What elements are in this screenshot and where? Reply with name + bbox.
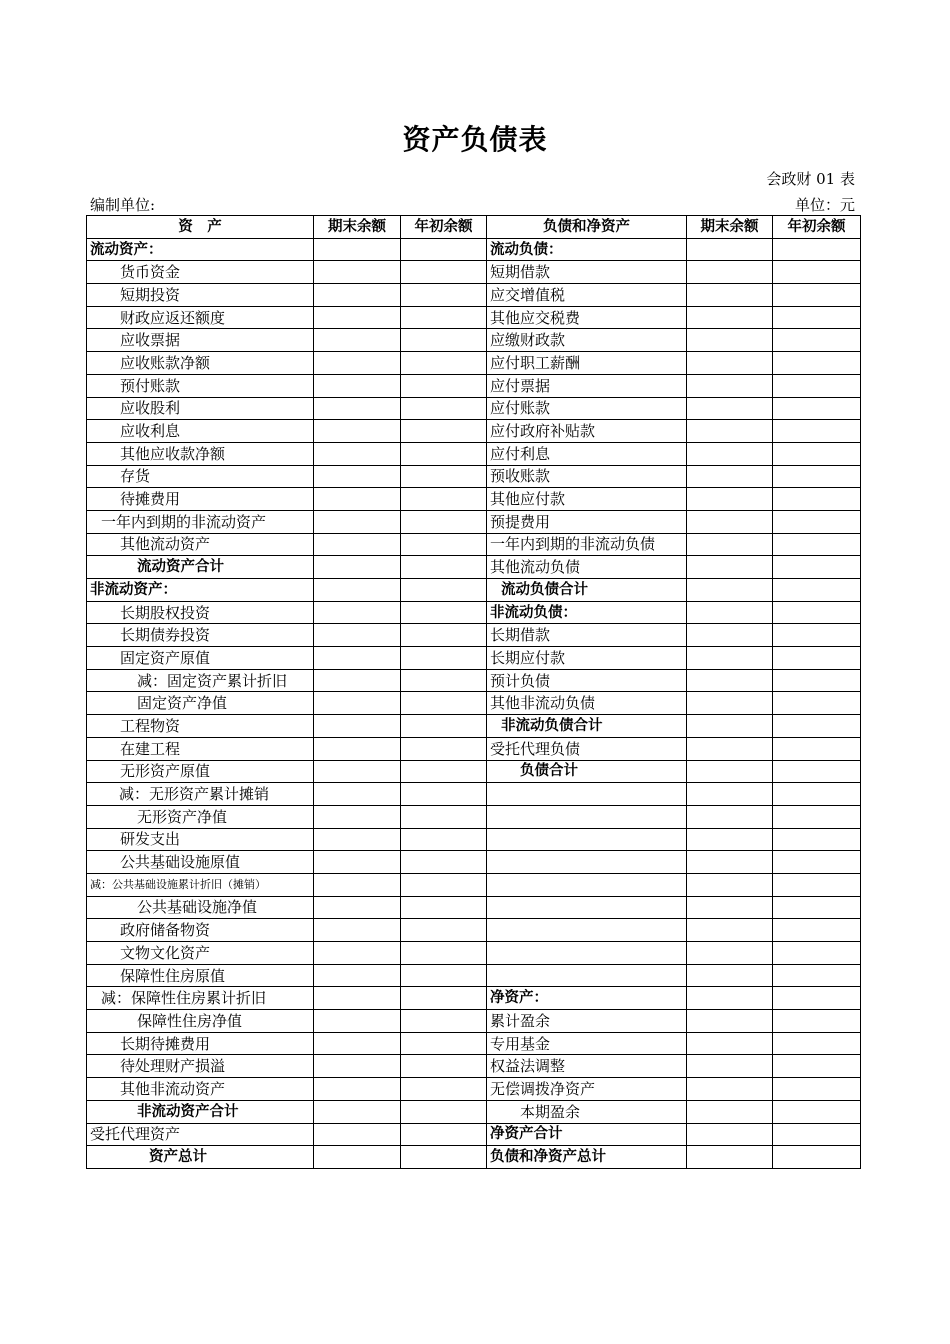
liability-item: 预计负债 (487, 669, 687, 692)
liability-item: 应付政府补贴款 (487, 420, 687, 443)
asset-item: 预付账款 (87, 374, 314, 397)
asset-begin-balance-cell (401, 783, 487, 806)
table-row (87, 942, 861, 965)
table-row (87, 442, 861, 465)
liability-item: 应付账款 (487, 397, 687, 420)
asset-end-balance-cell (314, 420, 401, 443)
liability-end-balance-cell (687, 942, 773, 965)
table-row (87, 964, 861, 987)
header-liabilities: 负债和净资产 (487, 216, 687, 239)
asset-end-balance-cell (314, 805, 401, 828)
liability-item: 专用基金 (487, 1032, 687, 1055)
asset-item: 固定资产净值 (87, 692, 314, 715)
liability-end-balance-cell (687, 715, 773, 738)
asset-end-balance-cell (314, 647, 401, 670)
table-row (87, 1010, 861, 1033)
asset-begin-balance-cell (401, 1100, 487, 1123)
liability-end-balance-cell (687, 488, 773, 511)
header-assets: 资 产 (87, 216, 314, 239)
table-row (87, 556, 861, 579)
liability-begin-balance-cell (773, 737, 861, 760)
asset-begin-balance-cell (401, 1146, 487, 1169)
liability-end-balance-cell (687, 352, 773, 375)
asset-end-balance-cell (314, 783, 401, 806)
table-row (87, 715, 861, 738)
liability-end-balance-cell (687, 1123, 773, 1146)
asset-item: 应收票据 (87, 329, 314, 352)
liability-item (487, 851, 687, 874)
table-row (87, 352, 861, 375)
liability-item (487, 964, 687, 987)
asset-end-balance-cell (314, 261, 401, 284)
liability-item: 累计盈余 (487, 1010, 687, 1033)
asset-begin-balance-cell (401, 284, 487, 307)
liability-begin-balance-cell (773, 374, 861, 397)
liability-begin-balance-cell (773, 420, 861, 443)
asset-begin-balance-cell (401, 737, 487, 760)
liability-begin-balance-cell (773, 760, 861, 783)
table-row (87, 647, 861, 670)
liability-item: 净资产合计 (487, 1123, 687, 1146)
liability-item: 流动负债： (487, 238, 687, 261)
liability-begin-balance-cell (773, 828, 861, 851)
asset-item: 流动资产： (87, 238, 314, 261)
asset-begin-balance-cell (401, 306, 487, 329)
table-row (87, 624, 861, 647)
liability-begin-balance-cell (773, 556, 861, 579)
liability-begin-balance-cell (773, 692, 861, 715)
balance-sheet-table (86, 215, 861, 1169)
liability-begin-balance-cell (773, 715, 861, 738)
liability-begin-balance-cell (773, 987, 861, 1010)
asset-end-balance-cell (314, 306, 401, 329)
currency-unit: 单位：元 (794, 196, 855, 214)
asset-item: 其他应收款净额 (87, 442, 314, 465)
asset-end-balance-cell (314, 238, 401, 261)
header-assets-begin-balance: 年初余额 (401, 216, 487, 239)
header-liabilities-begin-balance: 年初余额 (773, 216, 861, 239)
liability-item: 流动负债合计 (487, 579, 687, 602)
liability-begin-balance-cell (773, 442, 861, 465)
table-row (87, 601, 861, 624)
asset-begin-balance-cell (401, 942, 487, 965)
liability-end-balance-cell (687, 238, 773, 261)
liability-item: 净资产： (487, 987, 687, 1010)
header-liabilities-end-balance: 期末余额 (687, 216, 773, 239)
table-row (87, 1078, 861, 1101)
liability-begin-balance-cell (773, 1146, 861, 1169)
asset-end-balance-cell (314, 919, 401, 942)
liability-end-balance-cell (687, 647, 773, 670)
asset-end-balance-cell (314, 488, 401, 511)
liability-end-balance-cell (687, 692, 773, 715)
asset-item: 减：无形资产累计摊销 (87, 783, 314, 806)
asset-begin-balance-cell (401, 669, 487, 692)
liability-item: 负债和净资产总计 (487, 1146, 687, 1169)
asset-end-balance-cell (314, 510, 401, 533)
liability-begin-balance-cell (773, 579, 861, 602)
liability-item: 长期应付款 (487, 647, 687, 670)
asset-item: 政府储备物资 (87, 919, 314, 942)
liability-item (487, 783, 687, 806)
liability-begin-balance-cell (773, 601, 861, 624)
liability-end-balance-cell (687, 964, 773, 987)
liability-end-balance-cell (687, 737, 773, 760)
liability-item: 非流动负债合计 (487, 715, 687, 738)
asset-end-balance-cell (314, 1032, 401, 1055)
liability-end-balance-cell (687, 465, 773, 488)
asset-item: 保障性住房原值 (87, 964, 314, 987)
asset-begin-balance-cell (401, 442, 487, 465)
asset-begin-balance-cell (401, 329, 487, 352)
asset-end-balance-cell (314, 715, 401, 738)
liability-item: 应付票据 (487, 374, 687, 397)
asset-end-balance-cell (314, 760, 401, 783)
asset-item: 非流动资产合计 (87, 1100, 314, 1123)
asset-begin-balance-cell (401, 510, 487, 533)
liability-item: 本期盈余 (487, 1100, 687, 1123)
liability-begin-balance-cell (773, 647, 861, 670)
liability-end-balance-cell (687, 919, 773, 942)
liability-end-balance-cell (687, 828, 773, 851)
asset-end-balance-cell (314, 964, 401, 987)
liability-item (487, 919, 687, 942)
table-row (87, 1032, 861, 1055)
page-title: 资产负债表 (402, 123, 548, 156)
asset-end-balance-cell (314, 873, 401, 896)
asset-begin-balance-cell (401, 873, 487, 896)
asset-begin-balance-cell (401, 760, 487, 783)
asset-begin-balance-cell (401, 533, 487, 556)
asset-begin-balance-cell (401, 987, 487, 1010)
preparing-unit-label: 编制单位: (90, 196, 156, 214)
liability-begin-balance-cell (773, 1100, 861, 1123)
table-row (87, 851, 861, 874)
table-row (87, 805, 861, 828)
liability-begin-balance-cell (773, 284, 861, 307)
table-row (87, 919, 861, 942)
liability-item: 应缴财政款 (487, 329, 687, 352)
asset-item: 公共基础设施原值 (87, 851, 314, 874)
asset-begin-balance-cell (401, 1055, 487, 1078)
asset-item: 减：保障性住房累计折旧 (87, 987, 314, 1010)
asset-end-balance-cell (314, 352, 401, 375)
liability-end-balance-cell (687, 556, 773, 579)
asset-item: 保障性住房净值 (87, 1010, 314, 1033)
asset-begin-balance-cell (401, 397, 487, 420)
asset-begin-balance-cell (401, 1032, 487, 1055)
asset-item: 无形资产原值 (87, 760, 314, 783)
table-row (87, 760, 861, 783)
table-row (87, 669, 861, 692)
asset-begin-balance-cell (401, 964, 487, 987)
liability-item (487, 942, 687, 965)
liability-begin-balance-cell (773, 1055, 861, 1078)
asset-end-balance-cell (314, 329, 401, 352)
liability-item: 一年内到期的非流动负债 (487, 533, 687, 556)
asset-end-balance-cell (314, 669, 401, 692)
liability-begin-balance-cell (773, 873, 861, 896)
liability-begin-balance-cell (773, 624, 861, 647)
liability-begin-balance-cell (773, 783, 861, 806)
asset-item: 待摊费用 (87, 488, 314, 511)
asset-end-balance-cell (314, 942, 401, 965)
asset-begin-balance-cell (401, 1078, 487, 1101)
liability-end-balance-cell (687, 261, 773, 284)
asset-item: 长期债券投资 (87, 624, 314, 647)
liability-begin-balance-cell (773, 306, 861, 329)
asset-end-balance-cell (314, 442, 401, 465)
asset-item: 应收利息 (87, 420, 314, 443)
asset-item: 减：固定资产累计折旧 (87, 669, 314, 692)
liability-begin-balance-cell (773, 1032, 861, 1055)
liability-begin-balance-cell (773, 942, 861, 965)
liability-begin-balance-cell (773, 533, 861, 556)
asset-begin-balance-cell (401, 647, 487, 670)
table-row (87, 896, 861, 919)
liability-item: 权益法调整 (487, 1055, 687, 1078)
asset-item: 应收账款净额 (87, 352, 314, 375)
asset-begin-balance-cell (401, 1123, 487, 1146)
asset-item: 资产总计 (87, 1146, 314, 1169)
asset-begin-balance-cell (401, 420, 487, 443)
table-row (87, 420, 861, 443)
asset-end-balance-cell (314, 624, 401, 647)
liability-begin-balance-cell (773, 352, 861, 375)
asset-item: 应收股利 (87, 397, 314, 420)
asset-begin-balance-cell (401, 715, 487, 738)
liability-end-balance-cell (687, 306, 773, 329)
table-row (87, 510, 861, 533)
asset-end-balance-cell (314, 1078, 401, 1101)
asset-item: 存货 (87, 465, 314, 488)
liability-end-balance-cell (687, 397, 773, 420)
table-row (87, 261, 861, 284)
asset-item: 固定资产原值 (87, 647, 314, 670)
liability-begin-balance-cell (773, 896, 861, 919)
liability-begin-balance-cell (773, 238, 861, 261)
table-row (87, 1055, 861, 1078)
liability-begin-balance-cell (773, 1078, 861, 1101)
liability-begin-balance-cell (773, 488, 861, 511)
table-row (87, 465, 861, 488)
table-row (87, 488, 861, 511)
asset-begin-balance-cell (401, 1010, 487, 1033)
liability-end-balance-cell (687, 783, 773, 806)
table-row (87, 329, 861, 352)
liability-begin-balance-cell (773, 1123, 861, 1146)
asset-end-balance-cell (314, 1100, 401, 1123)
liability-begin-balance-cell (773, 805, 861, 828)
asset-item: 其他流动资产 (87, 533, 314, 556)
asset-end-balance-cell (314, 1146, 401, 1169)
table-row (87, 306, 861, 329)
asset-item: 长期股权投资 (87, 601, 314, 624)
table-row (87, 737, 861, 760)
liability-end-balance-cell (687, 329, 773, 352)
liability-end-balance-cell (687, 601, 773, 624)
asset-begin-balance-cell (401, 261, 487, 284)
asset-item: 短期投资 (87, 284, 314, 307)
asset-begin-balance-cell (401, 851, 487, 874)
table-header-row (87, 216, 861, 239)
asset-item: 流动资产合计 (87, 556, 314, 579)
liability-item: 应付职工薪酬 (487, 352, 687, 375)
asset-end-balance-cell (314, 601, 401, 624)
asset-begin-balance-cell (401, 805, 487, 828)
asset-begin-balance-cell (401, 919, 487, 942)
asset-item: 受托代理资产 (87, 1123, 314, 1146)
asset-item: 其他非流动资产 (87, 1078, 314, 1101)
liability-item: 其他流动负债 (487, 556, 687, 579)
liability-end-balance-cell (687, 1146, 773, 1169)
asset-item: 工程物资 (87, 715, 314, 738)
asset-begin-balance-cell (401, 488, 487, 511)
liability-end-balance-cell (687, 284, 773, 307)
asset-begin-balance-cell (401, 465, 487, 488)
liability-item: 预收账款 (487, 465, 687, 488)
asset-item: 文物文化资产 (87, 942, 314, 965)
asset-item: 财政应返还额度 (87, 306, 314, 329)
liability-end-balance-cell (687, 533, 773, 556)
table-row (87, 284, 861, 307)
asset-end-balance-cell (314, 1123, 401, 1146)
table-row (87, 828, 861, 851)
liability-begin-balance-cell (773, 1010, 861, 1033)
table-row (87, 374, 861, 397)
asset-begin-balance-cell (401, 692, 487, 715)
liability-item: 应交增值税 (487, 284, 687, 307)
asset-item: 在建工程 (87, 737, 314, 760)
liability-end-balance-cell (687, 442, 773, 465)
asset-end-balance-cell (314, 284, 401, 307)
table-row (87, 987, 861, 1010)
liability-item: 其他应付款 (487, 488, 687, 511)
liability-end-balance-cell (687, 1010, 773, 1033)
asset-begin-balance-cell (401, 579, 487, 602)
asset-item: 无形资产净值 (87, 805, 314, 828)
asset-item: 长期待摊费用 (87, 1032, 314, 1055)
asset-begin-balance-cell (401, 601, 487, 624)
table-row (87, 397, 861, 420)
liability-begin-balance-cell (773, 669, 861, 692)
liability-item: 短期借款 (487, 261, 687, 284)
asset-item: 货币资金 (87, 261, 314, 284)
liability-item (487, 805, 687, 828)
liability-begin-balance-cell (773, 964, 861, 987)
asset-end-balance-cell (314, 374, 401, 397)
asset-end-balance-cell (314, 397, 401, 420)
asset-end-balance-cell (314, 896, 401, 919)
liability-end-balance-cell (687, 374, 773, 397)
liability-end-balance-cell (687, 873, 773, 896)
asset-end-balance-cell (314, 1055, 401, 1078)
liability-item (487, 873, 687, 896)
asset-item: 研发支出 (87, 828, 314, 851)
liability-item: 长期借款 (487, 624, 687, 647)
liability-item: 其他非流动负债 (487, 692, 687, 715)
asset-end-balance-cell (314, 737, 401, 760)
table-row (87, 1123, 861, 1146)
liability-end-balance-cell (687, 896, 773, 919)
form-number: 会政财 01 表 (766, 170, 855, 188)
liability-item: 负债合计 (487, 760, 687, 783)
asset-item: 非流动资产： (87, 579, 314, 602)
table-row (87, 873, 861, 896)
asset-end-balance-cell (314, 556, 401, 579)
liability-item: 非流动负债： (487, 601, 687, 624)
asset-item: 一年内到期的非流动资产 (87, 510, 314, 533)
liability-end-balance-cell (687, 1055, 773, 1078)
asset-end-balance-cell (314, 533, 401, 556)
liability-end-balance-cell (687, 805, 773, 828)
asset-begin-balance-cell (401, 352, 487, 375)
liability-item (487, 828, 687, 851)
liability-begin-balance-cell (773, 261, 861, 284)
asset-item: 公共基础设施净值 (87, 896, 314, 919)
liability-begin-balance-cell (773, 465, 861, 488)
asset-end-balance-cell (314, 1010, 401, 1033)
asset-end-balance-cell (314, 579, 401, 602)
asset-end-balance-cell (314, 465, 401, 488)
asset-end-balance-cell (314, 851, 401, 874)
header-assets-end-balance: 期末余额 (314, 216, 401, 239)
liability-end-balance-cell (687, 669, 773, 692)
asset-end-balance-cell (314, 692, 401, 715)
asset-begin-balance-cell (401, 374, 487, 397)
liability-begin-balance-cell (773, 851, 861, 874)
asset-end-balance-cell (314, 828, 401, 851)
liability-end-balance-cell (687, 1100, 773, 1123)
table-row (87, 533, 861, 556)
liability-begin-balance-cell (773, 510, 861, 533)
liability-end-balance-cell (687, 760, 773, 783)
liability-item: 应付利息 (487, 442, 687, 465)
liability-begin-balance-cell (773, 329, 861, 352)
liability-item (487, 896, 687, 919)
liability-end-balance-cell (687, 624, 773, 647)
asset-begin-balance-cell (401, 238, 487, 261)
asset-end-balance-cell (314, 987, 401, 1010)
table-row (87, 579, 861, 602)
liability-end-balance-cell (687, 420, 773, 443)
liability-item: 其他应交税费 (487, 306, 687, 329)
table-row (87, 238, 861, 261)
table-row (87, 1146, 861, 1169)
asset-begin-balance-cell (401, 828, 487, 851)
asset-item: 减：公共基础设施累计折旧（摊销） (87, 873, 314, 896)
table-row (87, 1100, 861, 1123)
liability-begin-balance-cell (773, 397, 861, 420)
asset-begin-balance-cell (401, 624, 487, 647)
liability-item: 无偿调拨净资产 (487, 1078, 687, 1101)
liability-end-balance-cell (687, 851, 773, 874)
liability-end-balance-cell (687, 510, 773, 533)
liability-item: 预提费用 (487, 510, 687, 533)
liability-item: 受托代理负债 (487, 737, 687, 760)
asset-begin-balance-cell (401, 556, 487, 579)
liability-end-balance-cell (687, 987, 773, 1010)
liability-end-balance-cell (687, 1032, 773, 1055)
liability-begin-balance-cell (773, 919, 861, 942)
table-row (87, 783, 861, 806)
asset-item: 待处理财产损溢 (87, 1055, 314, 1078)
liability-end-balance-cell (687, 1078, 773, 1101)
liability-end-balance-cell (687, 579, 773, 602)
asset-begin-balance-cell (401, 896, 487, 919)
table-row (87, 692, 861, 715)
